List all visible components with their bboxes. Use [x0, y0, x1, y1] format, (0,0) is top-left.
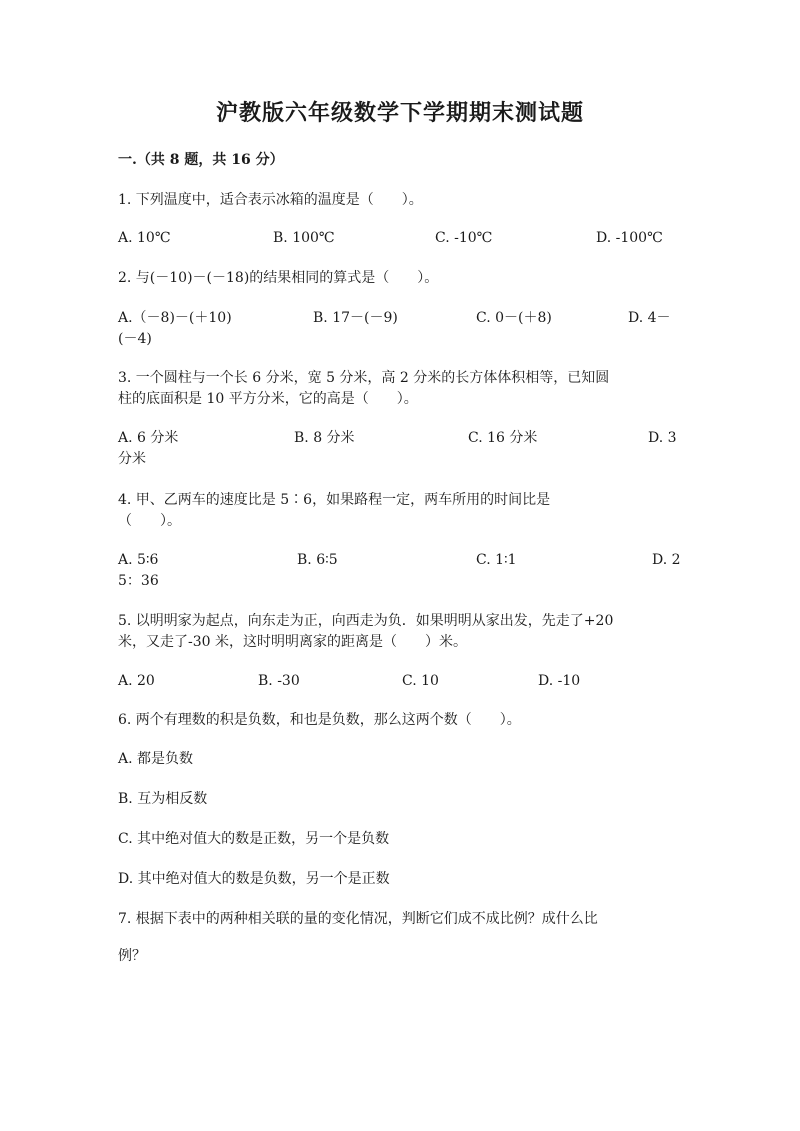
question-7-stem-line1: 7. 根据下表中的两种相关联的量的变化情况，判断它们成不成比例？成什么比 [118, 911, 598, 927]
question-4-stem-line2: （ ）。 [118, 513, 181, 529]
q5-option-a: A. 20 [118, 673, 155, 689]
q5-option-d: D. -10 [538, 673, 581, 689]
q6-option-a: A. 都是负数 [118, 751, 194, 767]
q2-option-d: D. 4－ [628, 310, 671, 326]
question-5-stem-line1: 5. 以明明家为起点，向东走为正，向西走为负．如果明明从家出发，先走了+20 [118, 613, 614, 629]
q5-option-b: B. -30 [258, 673, 300, 689]
q4-option-c: C. 1∶1 [476, 552, 517, 568]
q3-option-b: B. 8 分米 [294, 430, 355, 446]
question-5-stem-line2: 米，又走了-30 米，这时明明离家的距离是（ ）米。 [118, 634, 467, 650]
q1-option-b: B. 100℃ [273, 230, 335, 246]
q4-option-a: A. 5∶6 [118, 552, 159, 568]
q4-option-d: D. 2 [652, 552, 681, 568]
question-4-stem-line1: 4. 甲、乙两车的速度比是 5∶6，如果路程一定，两车所用的时间比是 [118, 492, 551, 508]
question-3-stem-line2: 柱的底面积是 10 平方分米，它的高是（ ）。 [118, 391, 418, 407]
question-3-stem-line1: 3. 一个圆柱与一个长 6 分米，宽 5 分米，高 2 分米的长方体体积相等，已知圆 [118, 370, 610, 386]
q2-option-b: B. 17－(－9) [313, 310, 398, 326]
q3-option-c: C. 16 分米 [468, 430, 538, 446]
q3-option-d-continued: 分米 [118, 451, 146, 467]
question-7-stem-line2: 例？ [118, 948, 146, 964]
q6-option-d: D. 其中绝对值大的数是负数，另一个是正数 [118, 871, 390, 887]
q4-option-b: B. 6∶5 [297, 552, 338, 568]
q1-option-d: D. -100℃ [596, 230, 663, 246]
question-6-stem: 6. 两个有理数的积是负数，和也是负数，那么这两个数（ ）。 [118, 712, 521, 728]
q5-option-c: C. 10 [402, 673, 439, 689]
q2-option-c: C. 0－(＋8) [476, 310, 552, 326]
q2-option-a: A.（－8)－(＋10) [118, 310, 232, 326]
q1-option-a: A. 10℃ [118, 230, 171, 246]
q2-option-d-continued: (－4) [118, 331, 152, 347]
q6-option-c: C. 其中绝对值大的数是正数，另一个是负数 [118, 831, 390, 847]
q3-option-d: D. 3 [648, 430, 677, 446]
section-heading: 一.（共 8 题，共 16 分） [118, 152, 284, 168]
q1-option-c: C. -10℃ [435, 230, 493, 246]
q3-option-a: A. 6 分米 [118, 430, 179, 446]
page-title: 沪教版六年级数学下学期期末测试题 [215, 100, 584, 126]
question-1-stem: 1. 下列温度中，适合表示冰箱的温度是（ ）。 [118, 192, 423, 208]
q4-option-d-continued: 5：36 [118, 573, 159, 589]
q6-option-b: B. 互为相反数 [118, 791, 208, 807]
question-2-stem: 2. 与(－10)－(－18)的结果相同的算式是（ ）。 [118, 270, 439, 286]
